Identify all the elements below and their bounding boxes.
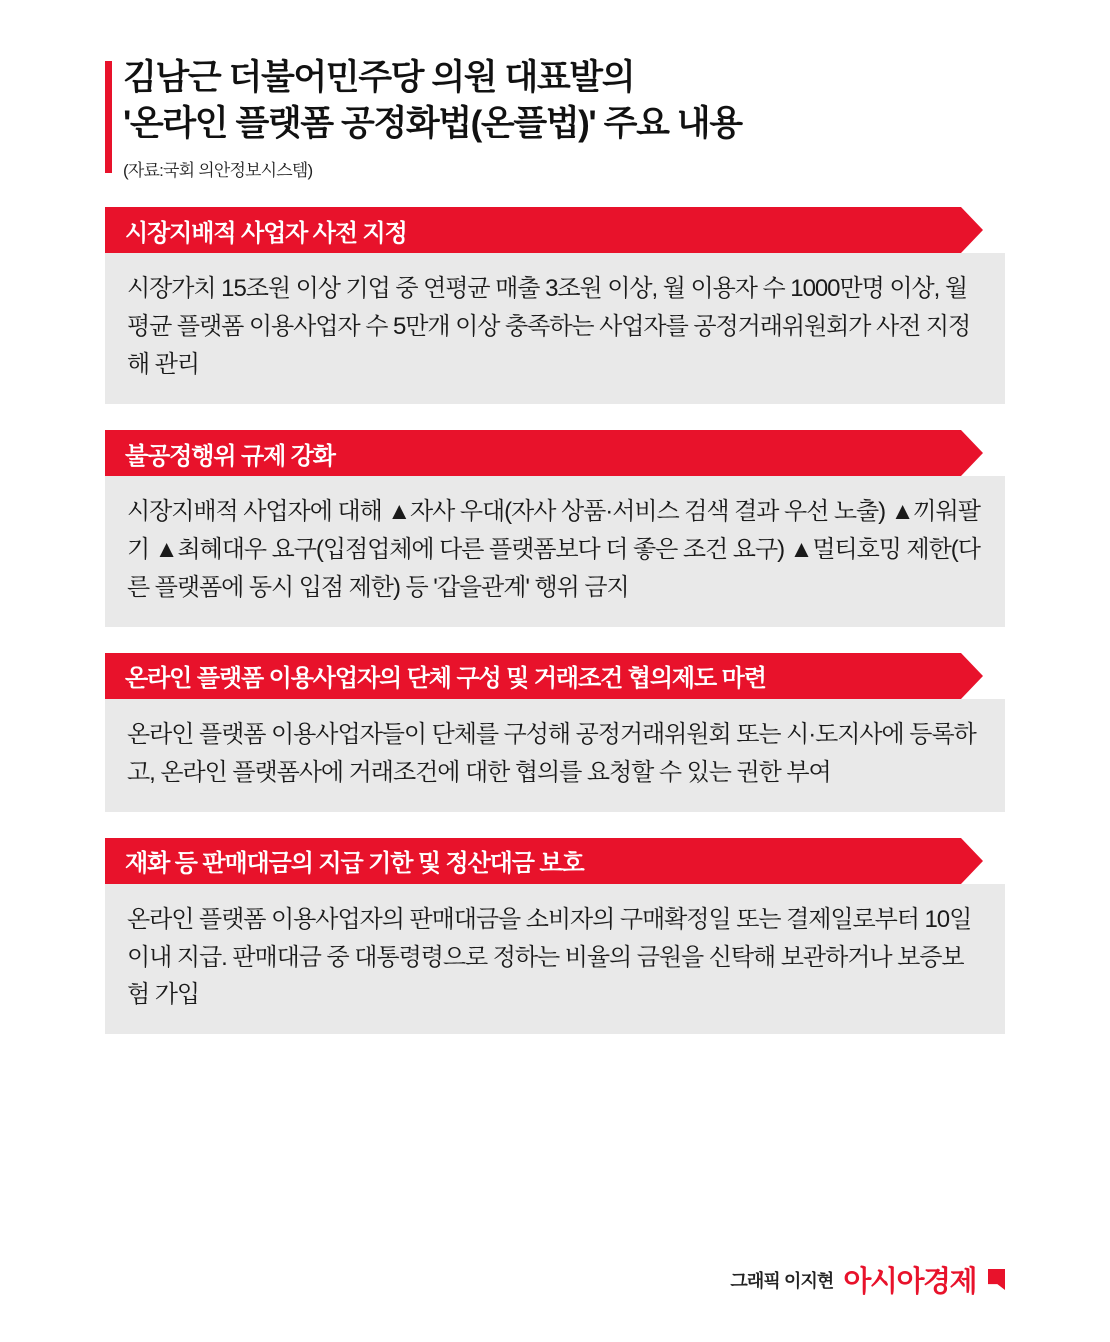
- header: [105, 55, 1005, 181]
- brand-logo-icon: [988, 1269, 1005, 1290]
- section-2-heading-bar: [105, 430, 1005, 476]
- section-4-text: 온라인 플랫폼 이용사업자의 판매대금을 소비자의 구매확정일 또는 결제일로부터 10일 이내 지급. 판매대금 중 대통령령으로 정하는 비율의 금원을 신탁해 보관하거나 보증보험 가입: [127, 905, 972, 1009]
- section-1: [105, 207, 1005, 404]
- page-title-line-1: 김남근 더불어민주당 의원 대표발의: [123, 58, 635, 97]
- section-2-text: 시장지배적 사업자에 대해 ▲자사 우대(자사 상품·서비스 검색 결과 우선 노출) ▲끼워팔기 ▲최혜대우 요구(입점업체에 다른 플랫폼보다 더 좋은 조건 요구) ▲멀티호밍 제한(다른 플랫폼에 동시 입점 제한) 등 '갑을관계' 행위 금지: [127, 498, 980, 601]
- section-2: [105, 430, 1005, 627]
- section-2-body: [105, 476, 1005, 627]
- section-1-heading: 시장지배적 사업자 사전 지정: [125, 219, 407, 247]
- header-accent-bar: [105, 61, 112, 173]
- page-title-line-2: '온라인 플랫폼 공정화법(온플법)' 주요 내용: [123, 104, 742, 144]
- section-3-body: [105, 699, 1005, 812]
- section-3-heading: 온라인 플랫폼 이용사업자의 단체 구성 및 거래조건 협의제도 마련: [125, 665, 766, 693]
- section-3-heading-bar: [105, 653, 1005, 699]
- source-note: (자료:국회 의안정보시스템): [123, 161, 313, 181]
- footer: [730, 1259, 1005, 1300]
- section-3-text: 온라인 플랫폼 이용사업자들이 단체를 구성해 공정거래위원회 또는 시·도지사에 등록하고, 온라인 플랫폼사에 거래조건에 대한 협의를 요청할 수 있는 권한 부여: [127, 720, 976, 786]
- graphic-credit: 그래픽 이지현: [730, 1270, 834, 1291]
- section-1-heading-bar: [105, 207, 1005, 253]
- section-4-body: [105, 884, 1005, 1035]
- section-1-text: 시장가치 15조원 이상 기업 중 연평균 매출 3조원 이상, 월 이용자 수 1000만명 이상, 월평균 플랫폼 이용사업자 수 5만개 이상 충족하는 사업자를 공정거래위원회가 사전 지정해 관리: [127, 275, 971, 379]
- section-3: [105, 653, 1005, 812]
- section-4: [105, 838, 1005, 1035]
- section-4-heading-bar: [105, 838, 1005, 884]
- section-1-body: [105, 253, 1005, 404]
- section-4-heading: 재화 등 판매대금의 지급 기한 및 정산대금 보호: [125, 850, 584, 878]
- brand-name: 아시아경제: [843, 1266, 976, 1298]
- section-2-heading: 불공정행위 규제 강화: [125, 442, 335, 470]
